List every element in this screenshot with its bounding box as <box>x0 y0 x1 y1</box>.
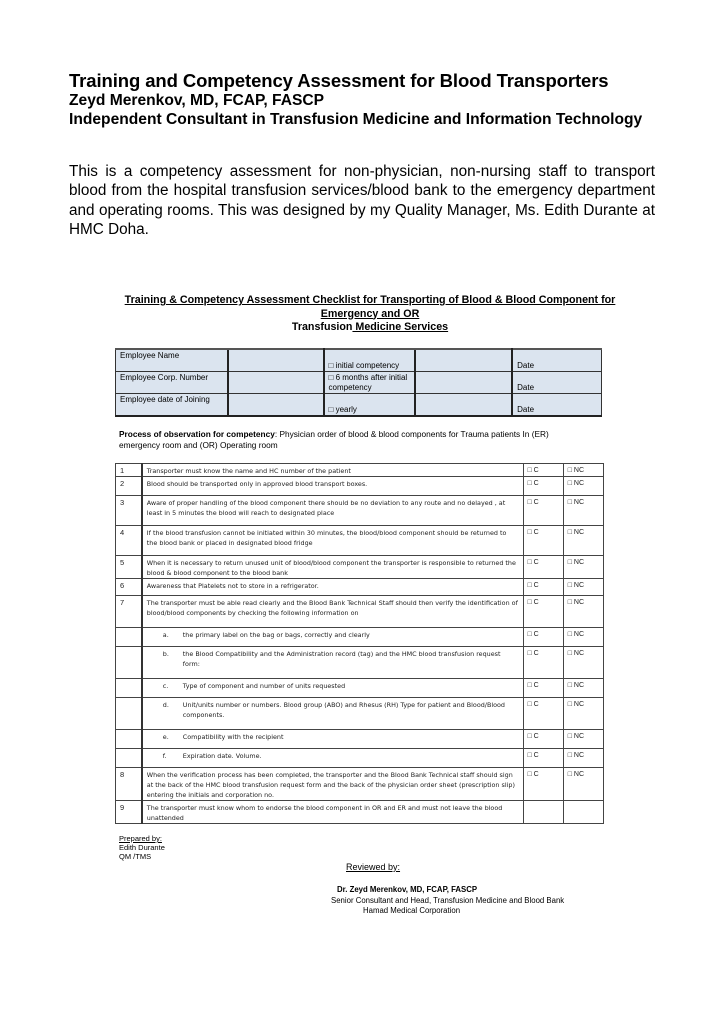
item-number: 9 <box>116 801 142 824</box>
item-text-cell: Awareness that Platelets not to store in a refrigerator. <box>142 579 523 596</box>
date-field-label[interactable]: Date <box>512 372 601 394</box>
not-competent-checkbox[interactable]: □ NC <box>563 579 603 596</box>
sub-item-text: the primary label on the bag or bags, correctly and clearly <box>182 631 370 639</box>
checklist-row <box>116 647 604 679</box>
prepared-by-name: Edith Durante <box>119 843 165 852</box>
competent-checkbox[interactable]: □ C <box>523 628 563 647</box>
date-field-label[interactable]: Date <box>512 394 601 417</box>
item-number: 5 <box>116 556 142 579</box>
item-text-cell: When the verification process has been completed, the transporter and the Blood Bank Technical staff should sign at the back of the HMC blood transfusion request form and the back of the physician order sheet (prescription slip) entering the initials and corporation no. <box>142 768 523 801</box>
item-text-cell: When it is necessary to return unused unit of blood/blood component the transporter is responsible to returned the blood & blood component to the blood bank <box>142 556 523 579</box>
reviewer-name: Dr. Zeyd Merenkov, MD, FCAP, FASCP <box>337 885 478 894</box>
not-competent-checkbox[interactable]: □ NC <box>563 679 603 698</box>
employee-field-value[interactable] <box>228 394 324 417</box>
checklist-row <box>116 801 604 824</box>
sub-item-letter: d. <box>162 701 169 709</box>
document-header <box>69 70 669 129</box>
sub-item <box>147 649 519 669</box>
not-competent-checkbox[interactable]: □ NC <box>563 556 603 579</box>
item-number <box>116 679 142 698</box>
not-competent-checkbox[interactable]: □ NC <box>563 496 603 526</box>
item-number <box>116 698 142 730</box>
checklist-title-line2: Emergency and OR <box>320 307 420 320</box>
prepared-by-block <box>119 834 165 861</box>
employee-info-row <box>116 349 602 372</box>
reviewer-title: Senior Consultant and Head, Transfusion Medicine and Blood Bank <box>331 895 565 905</box>
assessment-type-value[interactable] <box>415 349 512 372</box>
competent-checkbox[interactable]: □ C <box>523 526 563 556</box>
checklist-row <box>116 526 604 556</box>
item-text-cell <box>142 679 523 698</box>
process-text: : Physician order of blood & blood components for Trauma patients In (ER) emergency room and (OR) Operating room <box>119 429 549 450</box>
checklist-title-line3b: Medicine Services <box>352 321 449 333</box>
item-number <box>116 749 142 768</box>
checklist-row <box>116 596 604 628</box>
item-text-cell <box>142 749 523 768</box>
prepared-by-label: Prepared by: <box>119 834 162 843</box>
employee-field-label: Employee date of Joining <box>116 394 228 417</box>
document-title: Training and Competency Assessment for Blood Transporters <box>69 70 609 91</box>
item-number <box>116 647 142 679</box>
checklist-row <box>116 768 604 801</box>
item-text-cell: If the blood transfusion cannot be initiated within 30 minutes, the blood/blood component should be returned to the blood bank or placed in designated blood fridge <box>142 526 523 556</box>
assessment-type-checkbox[interactable]: □ 6 months after initial competency <box>324 372 416 394</box>
sub-item-text: Compatibility with the recipient <box>182 733 284 741</box>
item-text-cell: The transporter must know whom to endorse the blood component in OR and ER and must not leave the blood unattended <box>142 801 523 824</box>
competent-checkbox[interactable]: □ C <box>523 464 563 477</box>
sub-item <box>147 681 519 691</box>
sub-item-letter: b. <box>162 650 169 658</box>
competent-checkbox[interactable]: □ C <box>523 768 563 801</box>
intro-paragraph: This is a competency assessment for non-physician, non-nursing staff to transport blood from the hospital transfusion services/blood bank to the emergency department and operating rooms. This was designed by my Quality Manager, Ms. Edith Durante at HMC Doha. <box>69 163 655 238</box>
checklist-title <box>120 294 620 335</box>
checklist-row <box>116 628 604 647</box>
item-text-cell <box>142 647 523 679</box>
item-number: 3 <box>116 496 142 526</box>
item-number: 7 <box>116 596 142 628</box>
checklist-row <box>116 730 604 749</box>
competent-checkbox[interactable]: □ C <box>523 579 563 596</box>
assessment-type-value[interactable] <box>415 372 512 394</box>
sub-item <box>147 732 519 742</box>
checklist-title-line3a: Transfusion <box>291 321 353 333</box>
checklist-row <box>116 679 604 698</box>
item-text-cell: Aware of proper handling of the blood component there should be no deviation to any route and no delayed , at least in 5 minutes the blood will reach to designated place <box>142 496 523 526</box>
competent-checkbox[interactable]: □ C <box>523 496 563 526</box>
sub-item <box>147 700 519 720</box>
sub-item-letter: f. <box>162 752 167 760</box>
checklist-row <box>116 496 604 526</box>
empty-cell <box>563 801 603 824</box>
checklist-row <box>116 556 604 579</box>
not-competent-checkbox[interactable]: □ NC <box>563 768 603 801</box>
checklist-row <box>116 464 604 477</box>
assessment-type-checkbox[interactable]: □ initial competency <box>324 349 416 372</box>
process-label: Process of observation for competency <box>119 429 275 439</box>
item-number: 4 <box>116 526 142 556</box>
competent-checkbox[interactable]: □ C <box>523 730 563 749</box>
item-number: 8 <box>116 768 142 801</box>
item-number <box>116 628 142 647</box>
not-competent-checkbox[interactable]: □ NC <box>563 526 603 556</box>
item-text-cell: Blood should be transported only in approved blood transport boxes. <box>142 477 523 496</box>
sub-item-text: the Blood Compatibility and the Administration record (tag) and the HMC blood transfusion request form: <box>182 650 501 668</box>
process-observation <box>119 429 549 451</box>
not-competent-checkbox[interactable]: □ NC <box>563 698 603 730</box>
employee-info-table <box>115 348 602 417</box>
checklist-row <box>116 698 604 730</box>
competent-checkbox[interactable]: □ C <box>523 749 563 768</box>
not-competent-checkbox[interactable]: □ NC <box>563 647 603 679</box>
competent-checkbox[interactable]: □ C <box>523 698 563 730</box>
employee-field-label: Employee Corp. Number <box>116 372 228 394</box>
prepared-by-role: QM /TMS <box>119 852 152 861</box>
employee-field-label: Employee Name <box>116 349 228 372</box>
checklist-title-line1: Training & Competency Assessment Checklist for Transporting of Blood & Blood Component for <box>124 294 616 306</box>
not-competent-checkbox[interactable]: □ NC <box>563 477 603 496</box>
empty-cell <box>523 801 563 824</box>
checklist-row <box>116 749 604 768</box>
sub-item-text: Unit/units number or numbers. Blood group (ABO) and Rhesus (RH) Type for patient and Blood/Blood components. <box>182 701 505 719</box>
employee-field-value[interactable] <box>228 349 324 372</box>
author-name: Zeyd Merenkov, MD, FCAP, FASCP <box>69 92 325 109</box>
checklist-row <box>116 579 604 596</box>
not-competent-checkbox[interactable]: □ NC <box>563 749 603 768</box>
sub-item-letter: a. <box>162 631 169 639</box>
competent-checkbox[interactable]: □ C <box>523 679 563 698</box>
employee-field-value[interactable] <box>228 372 324 394</box>
not-competent-checkbox[interactable]: □ NC <box>563 628 603 647</box>
date-field-label[interactable]: Date <box>512 349 601 372</box>
sub-item-letter: e. <box>162 733 169 741</box>
sub-item <box>147 751 519 761</box>
sub-item-letter: c. <box>162 682 169 690</box>
not-competent-checkbox[interactable]: □ NC <box>563 596 603 628</box>
sub-item-text: Expiration date. Volume. <box>182 752 262 760</box>
item-number: 2 <box>116 477 142 496</box>
author-affiliation: Independent Consultant in Transfusion Medicine and Information Technology <box>69 111 643 128</box>
assessment-type-checkbox[interactable]: □ yearly <box>324 394 416 417</box>
reviewed-by-label: Reviewed by: <box>346 862 401 872</box>
employee-info-row <box>116 372 602 394</box>
not-competent-checkbox[interactable]: □ NC <box>563 464 603 477</box>
item-text-cell <box>142 698 523 730</box>
competent-checkbox[interactable]: □ C <box>523 647 563 679</box>
reviewed-by-block <box>331 885 571 917</box>
assessment-type-value[interactable] <box>415 394 512 417</box>
checklist-row <box>116 477 604 496</box>
item-text-cell <box>142 628 523 647</box>
item-number: 1 <box>116 464 142 477</box>
item-text-cell <box>142 730 523 749</box>
reviewer-organization: Hamad Medical Corporation <box>363 906 461 915</box>
employee-info-row <box>116 394 602 417</box>
item-number <box>116 730 142 749</box>
item-text-cell: Transporter must know the name and HC number of the patient <box>142 464 523 477</box>
sub-item-text: Type of component and number of units requested <box>182 682 346 690</box>
item-number: 6 <box>116 579 142 596</box>
not-competent-checkbox[interactable]: □ NC <box>563 730 603 749</box>
competency-checklist-table <box>115 463 604 824</box>
competent-checkbox[interactable]: □ C <box>523 596 563 628</box>
sub-item <box>147 630 519 640</box>
competent-checkbox[interactable]: □ C <box>523 556 563 579</box>
competent-checkbox[interactable]: □ C <box>523 477 563 496</box>
item-text-cell: The transporter must be able read clearly and the Blood Bank Technical Staff should then verify the identification of blood/blood components by checking the following information on <box>142 596 523 628</box>
